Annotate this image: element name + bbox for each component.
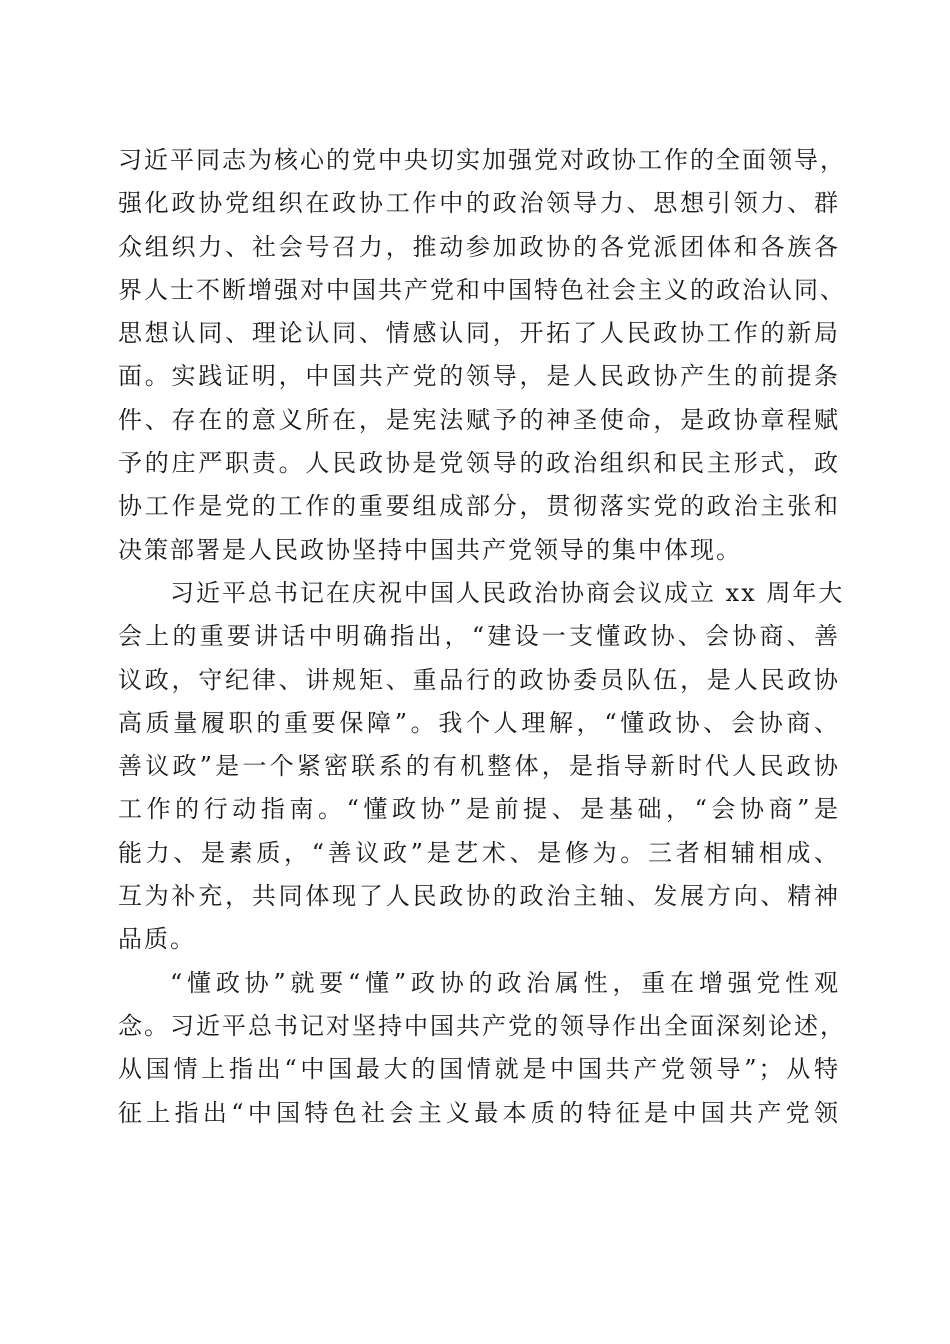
text-line: 品质。 — [118, 925, 196, 954]
paragraph-first-line: 习近平总书记在庆祝中国人民政治协商会议成立 xx 周年大 — [170, 578, 845, 607]
text-line: 会上的重要讲话中明确指出，“建设一支懂政协、会协商、善 — [118, 622, 840, 651]
text-line: 征上指出“中国特色社会主义最本质的特征是中国共产党领 — [118, 1098, 840, 1127]
text-line: 善议政”是一个紧密联系的有机整体，是指导新时代人民政协 — [118, 752, 840, 781]
text-line: 习近平同志为核心的党中央切实加强党对政协工作的全面领导， — [118, 146, 846, 174]
text-line: 界人士不断增强对中国共产党和中国特色社会主义的政治认同、 — [118, 275, 846, 304]
text-line: 念。习近平总书记对坚持中国共产党的领导作出全面深刻论述， — [118, 1011, 846, 1040]
text-line: 高质量履职的重要保障”。我个人理解，“懂政协、会协商、 — [118, 708, 840, 737]
text-line: 决策部署是人民政协坚持中国共产党领导的集中体现。 — [118, 535, 742, 564]
text-line: 工作的行动指南。“懂政协”是前提、是基础，“会协商”是 — [118, 795, 840, 824]
text-line: 从国情上指出“中国最大的国情就是中国共产党领导”；从特 — [118, 1055, 840, 1084]
text-line: 互为补充，共同体现了人民政协的政治主轴、发展方向、精神 — [118, 882, 840, 911]
text-line: 予的庄严职责。人民政协是党领导的政治组织和民主形式，政 — [118, 449, 840, 478]
document-body — [118, 139, 846, 1135]
paragraph-first-line: “懂政协”就要“懂”政协的政治属性，重在增强党性观 — [170, 968, 840, 997]
text-line: 件、存在的意义所在，是宪法赋予的神圣使命，是政协章程赋 — [118, 405, 840, 434]
text-line: 强化政协党组织在政协工作中的政治领导力、思想引领力、群 — [118, 189, 840, 218]
text-line: 议政，守纪律、讲规矩、重品行的政协委员队伍，是人民政协 — [118, 665, 840, 694]
text-line: 协工作是党的工作的重要组成部分，贯彻落实党的政治主张和 — [118, 492, 840, 521]
text-line: 思想认同、理论认同、情感认同，开拓了人民政协工作的新局 — [118, 319, 840, 348]
text-line: 面。实践证明，中国共产党的领导，是人民政协产生的前提条 — [118, 362, 840, 391]
text-line: 能力、是素质，“善议政”是艺术、是修为。三者相辅相成、 — [118, 838, 840, 867]
text-line: 众组织力、社会号召力，推动参加政协的各党派团体和各族各 — [118, 232, 840, 261]
